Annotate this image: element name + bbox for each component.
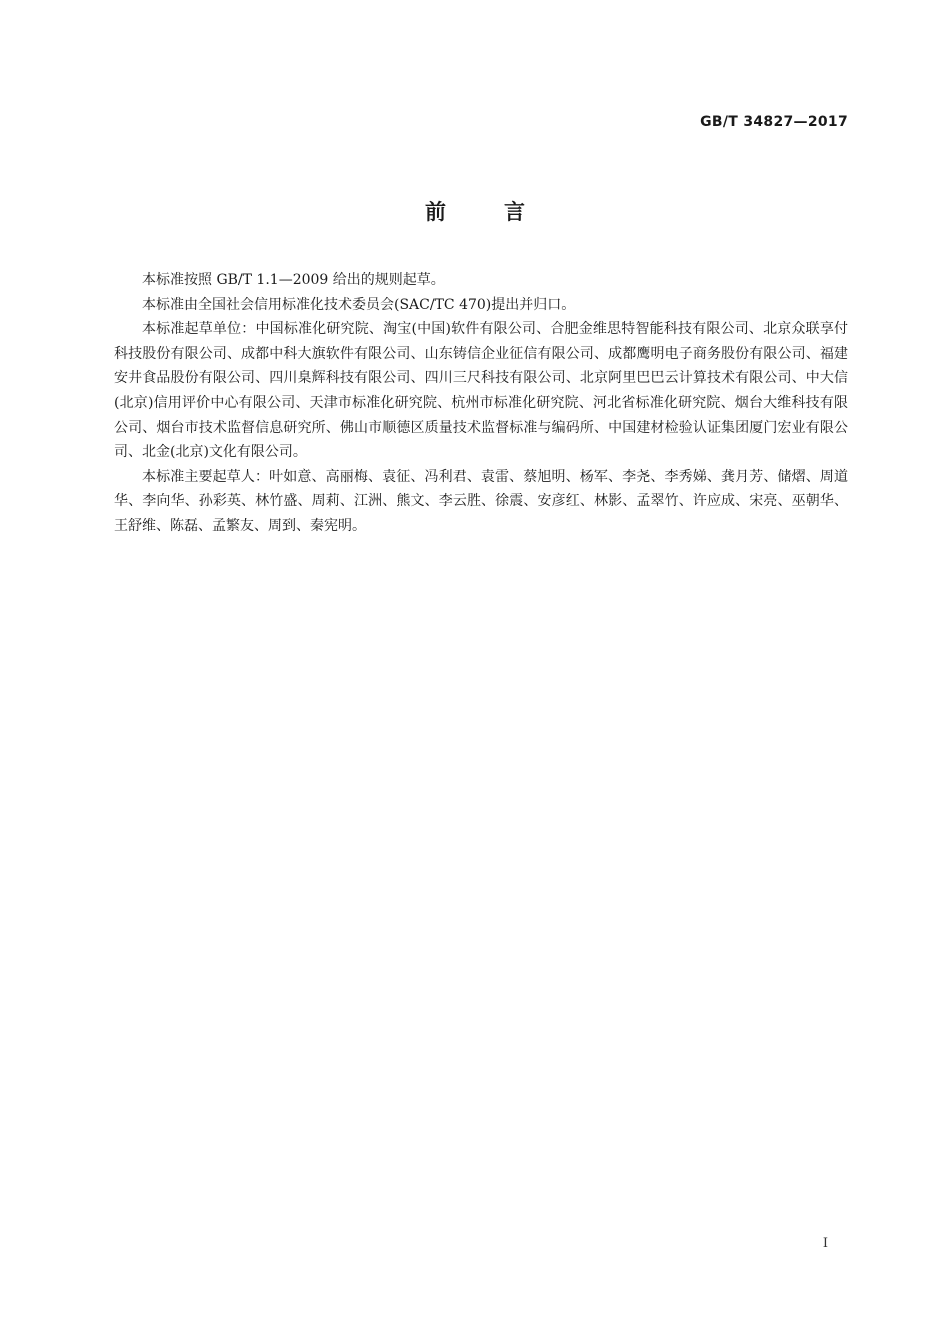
standard-number: GB/T 34827—2017 <box>700 114 848 130</box>
paragraph-proposer: 本标准由全国社会信用标准化技术委员会(SAC/TC 470)提出并归口。 <box>142 296 576 313</box>
page-number: I <box>822 1236 828 1251</box>
page-title: 前言 <box>425 200 583 224</box>
paragraph-drafting-rules: 本标准按照 GB/T 1.1—2009 给出的规则起草。 <box>142 272 445 288</box>
foreword-body <box>114 268 848 539</box>
paragraph-drafters: 本标准主要起草人：叶如意、高丽梅、袁征、冯利君、袁雷、蔡旭明、杨军、李尧、李秀娣、龚月芳、储熠、周道华、李向华、孙彩英、林竹盛、周莉、江洲、熊文、李云胜、徐震、安彦红、林影、孟翠竹、许应成、宋亮、巫朝华、王舒维、陈磊、孟繁友、周到、秦宪明。 <box>114 468 848 534</box>
paragraph-drafting-units: 本标准起草单位：中国标准化研究院、淘宝(中国)软件有限公司、合肥金维思特智能科技有限公司、北京众联享付科技股份有限公司、成都中科大旗软件有限公司、山东铸信企业征信有限公司、成都鹰明电子商务股份有限公司、福建安井食品股份有限公司、四川臬辉科技有限公司、四川三尺科技有限公司、北京阿里巴巴云计算技术有限公司、中大信(北京)信用评价中心有限公司、天津市标准化研究院、杭州市标准化研究院、河北省标准化研究院、烟台大维科技有限公司、烟台市技术监督信息研究所、佛山市顺德区质量技术监督标准与编码所、中国建材检验认证集团厦门宏业有限公司、北金(北京)文化有限公司。 <box>114 321 848 461</box>
